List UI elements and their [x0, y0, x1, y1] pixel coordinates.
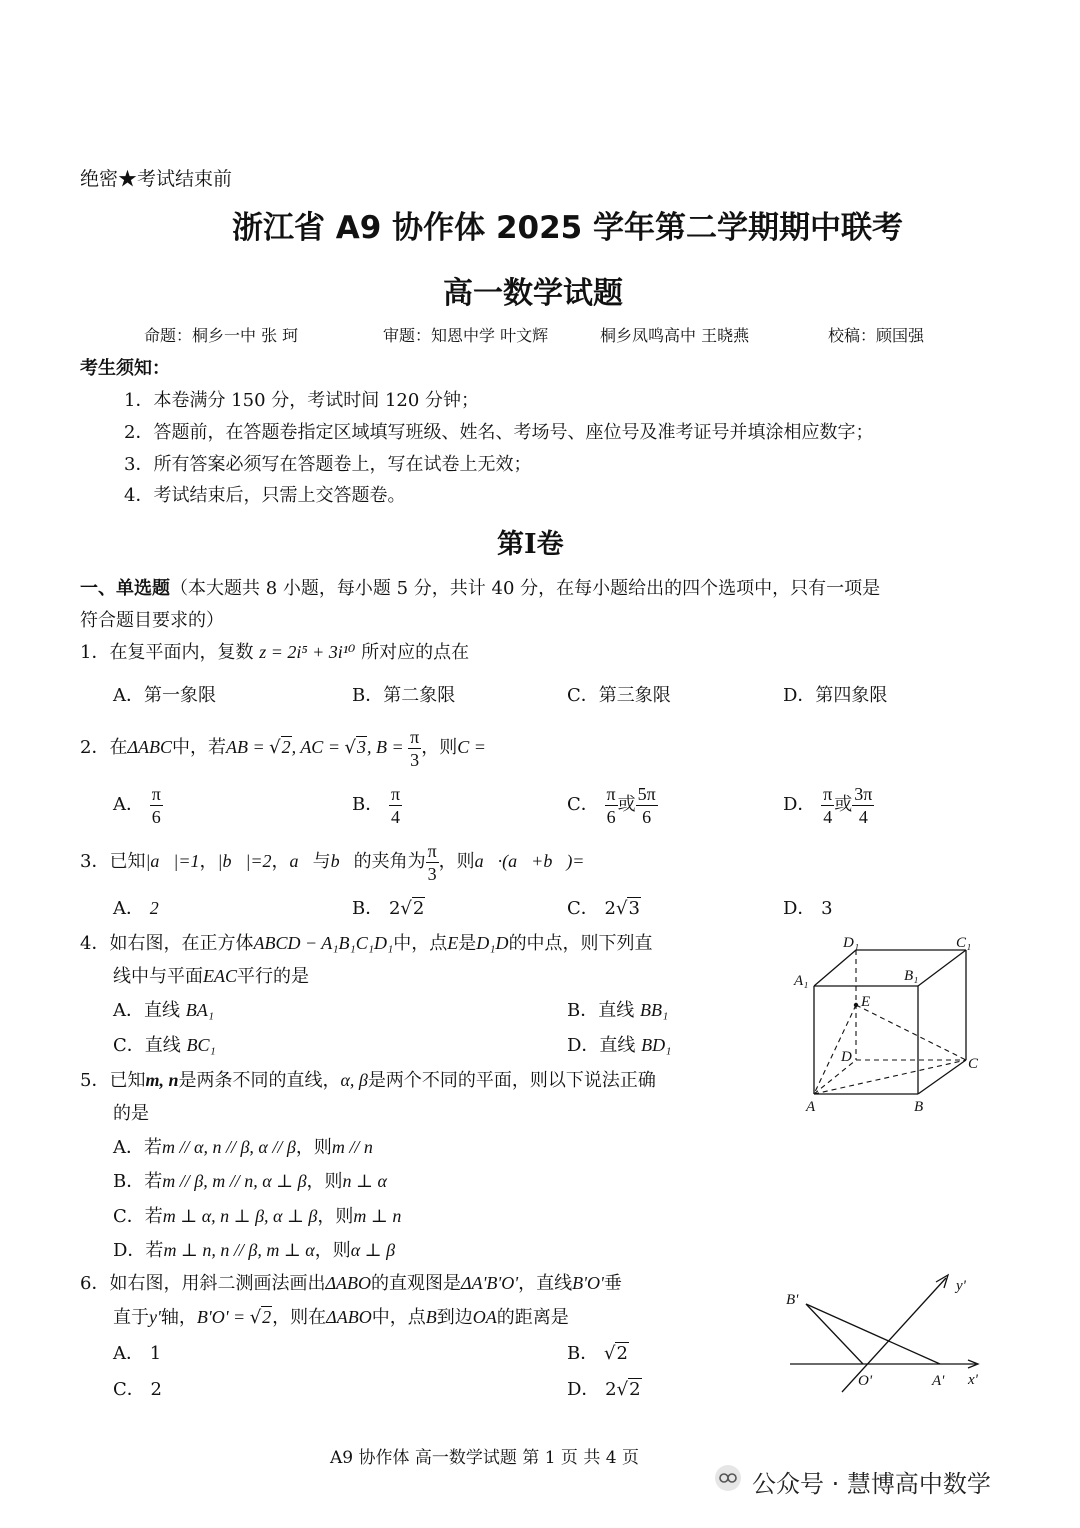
q6-line-1: 6．如右图，用斜二测画法画出ΔABO的直观图是ΔA'B'O'，直线B'O'垂 [80, 1273, 622, 1294]
notice-item-3: 3．所有答案必须写在答题卷上，写在试卷上无效； [124, 454, 532, 475]
q2-stem-a: 2．在 [80, 737, 128, 758]
q4-option-d: D．直线 BD₁ [567, 1035, 672, 1056]
label-a1: A₁ [794, 973, 809, 989]
q3-option-c: C． 2√3 [567, 898, 640, 919]
label-y-prime: y' [956, 1278, 966, 1294]
exam-subtitle: 高一数学试题 [443, 276, 623, 311]
label-b: B [914, 1099, 924, 1115]
part1-title: 一、单选题 [80, 578, 170, 599]
label-b1: B₁ [904, 968, 919, 984]
q3-vec-b: b⃗ [330, 851, 354, 871]
wechat-icon [713, 1463, 743, 1493]
label-a-prime: A' [932, 1373, 945, 1389]
q4-line-1: 4．如右图，在正方体ABCD − A₁B₁C₁D₁中，点E是D₁D的中点，则下列直 [80, 933, 653, 954]
author-reviewer: 审题：知恩中学 叶文辉 [383, 326, 549, 345]
q1-expression: z = 2i⁵ + 3i¹⁰ [259, 642, 356, 662]
q3-stem-a: 3．已知 [80, 851, 146, 872]
q1-option-d: D．第四象限 [783, 685, 888, 706]
label-e: E [861, 994, 871, 1010]
q4-option-c: C．直线 BC₁ [113, 1035, 216, 1056]
label-c1: C₁ [956, 935, 972, 951]
watermark-text: 公众号 · 慧博高中数学 [752, 1470, 991, 1498]
q4-option-b: B．直线 BB₁ [567, 1000, 669, 1021]
q2-option-d: D． $\frac{\pi}{4}$ 或 $\frac{3\pi}{4}$ [783, 783, 873, 827]
label-c: C [968, 1056, 979, 1072]
notice-item-2: 2．答题前，在答题卷指定区域填写班级、姓名、考场号、座位号及准考证号并填涂相应数字； [124, 422, 874, 443]
q3-cond-a: |a⃗|=1 [145, 851, 200, 871]
q6-option-b: B． √2 [567, 1343, 628, 1364]
q5-option-d: D．若m ⊥ n, n // β, m ⊥ α，则α ⊥ β [113, 1240, 396, 1261]
notice-item-1: 1．本卷满分 150 分，考试时间 120 分钟； [124, 390, 480, 411]
q4-option-a: A．直线 BA₁ [113, 1000, 214, 1021]
exam-title: 浙江省 A9 协作体 2025 学年第二学期期中联考 [232, 210, 904, 246]
author-proposer: 命题：桐乡一中 张 珂 [144, 326, 299, 345]
q2-triangle: ΔABC [127, 737, 173, 757]
q5-line-2: 的是 [113, 1103, 149, 1124]
q2-option-c: C． $\frac{\pi}{6}$ 或 $\frac{5\pi}{6}$ [567, 783, 656, 827]
q3-option-a: A． 2 [113, 898, 159, 919]
q1-stem-a: 1．在复平面内，复数 [80, 642, 254, 663]
q5-option-c: C．若m ⊥ α, n ⊥ β, α ⊥ β，则m ⊥ n [113, 1206, 402, 1227]
q4-cube-figure [790, 930, 990, 1120]
q3-stem: 3．已知|a⃗|=1，|b⃗|=2，a⃗与b⃗的夹角为 $\frac{\pi}{3}$ ，则a⃗·(a⃗+b⃗)= [80, 840, 585, 884]
q5-line-1: 5．已知m, n是两条不同的直线，α, β是两个不同的平面，则以下说法正确 [80, 1070, 656, 1091]
q6-oblique-figure [780, 1268, 990, 1398]
q2-option-a: A． $\frac{\pi}{6}$ [113, 783, 161, 827]
notice-heading: 考生须知： [80, 358, 170, 379]
q4-line-2: 线中与平面EAC平行的是 [113, 966, 309, 987]
q2-sqrt3: 3 [356, 737, 366, 757]
q4-cube: ABCD − A₁B₁C₁D₁ [253, 933, 394, 953]
q6-option-a: A． 1 [113, 1343, 162, 1364]
author-reviewer-2: 桐乡凤鸣高中 王晓燕 [600, 326, 750, 345]
q2-ask: C = [457, 737, 486, 757]
q3-ask: a⃗·(a⃗+b⃗)= [474, 851, 585, 871]
volume-heading: 第Ⅰ卷 [497, 529, 564, 560]
q3-option-d: D． 3 [783, 898, 833, 919]
q1-stem-b: 所对应的点在 [361, 642, 470, 663]
q2-cond-ab: AB = [226, 737, 270, 757]
q2-option-b: B． $\frac{\pi}{4}$ [352, 783, 401, 827]
q3-pi-over-3: $\frac{\pi}{3}$ [427, 840, 437, 884]
label-b-prime: B' [786, 1292, 799, 1308]
q6-option-c: C． 2 [113, 1379, 162, 1400]
q2-stem-b: 中，若 [172, 737, 227, 758]
q5-option-b: B．若m // β, m // n, α ⊥ β，则n ⊥ α [113, 1171, 387, 1192]
q6-option-d: D． 2√2 [567, 1379, 641, 1400]
notice-item-4: 4．考试结束后，只需上交答题卷。 [124, 485, 406, 506]
q1-stem [80, 638, 469, 664]
q1-option-b: B．第二象限 [352, 685, 456, 706]
author-proofreader: 校稿：顾国强 [828, 326, 925, 345]
part1-line [80, 574, 880, 600]
label-x-prime: x' [968, 1372, 978, 1388]
q2-cond-ac: , AC = [291, 737, 345, 757]
page-footer: A9 协作体 高一数学试题 第 1 页 共 4 页 [330, 1448, 639, 1468]
label-a: A [806, 1099, 816, 1115]
q2-stem-c: ，则 [421, 737, 458, 758]
part1-description: （本大题共 8 小题，每小题 5 分，共计 40 分，在每小题给出的四个选项中，只有一项是 [170, 578, 881, 599]
q3-option-b: B． 2√2 [352, 898, 425, 919]
q5-option-a: A．若m // α, n // β, α // β，则m // n [113, 1137, 373, 1158]
q2-stem: 2．在ΔABC中，若AB = √2, AC = √3, B = $\frac{\pi}{3}$ ，则C = [80, 726, 486, 770]
confidential-mark: 绝密★考试结束前 [80, 168, 233, 190]
part1-description-2: 符合题目要求的） [80, 610, 224, 631]
q2-cond-b: , B = [366, 737, 409, 757]
q1-option-a: A．第一象限 [113, 685, 216, 706]
label-d1: D₁ [843, 935, 860, 951]
q2-sqrt2: 2 [281, 737, 291, 757]
label-o-prime: O' [858, 1373, 873, 1389]
q1-option-c: C．第三象限 [567, 685, 671, 706]
label-d: D [841, 1049, 852, 1065]
q6-line-2: 直于y'轴，B'O' = √2，则在ΔABO中，点B到边OA的距离是 [113, 1307, 569, 1328]
q3-cond-b: |b⃗|=2 [217, 851, 272, 871]
q3-vec-a: a⃗ [289, 851, 313, 871]
q2-pi-over-3: $\frac{\pi}{3}$ [410, 726, 420, 770]
